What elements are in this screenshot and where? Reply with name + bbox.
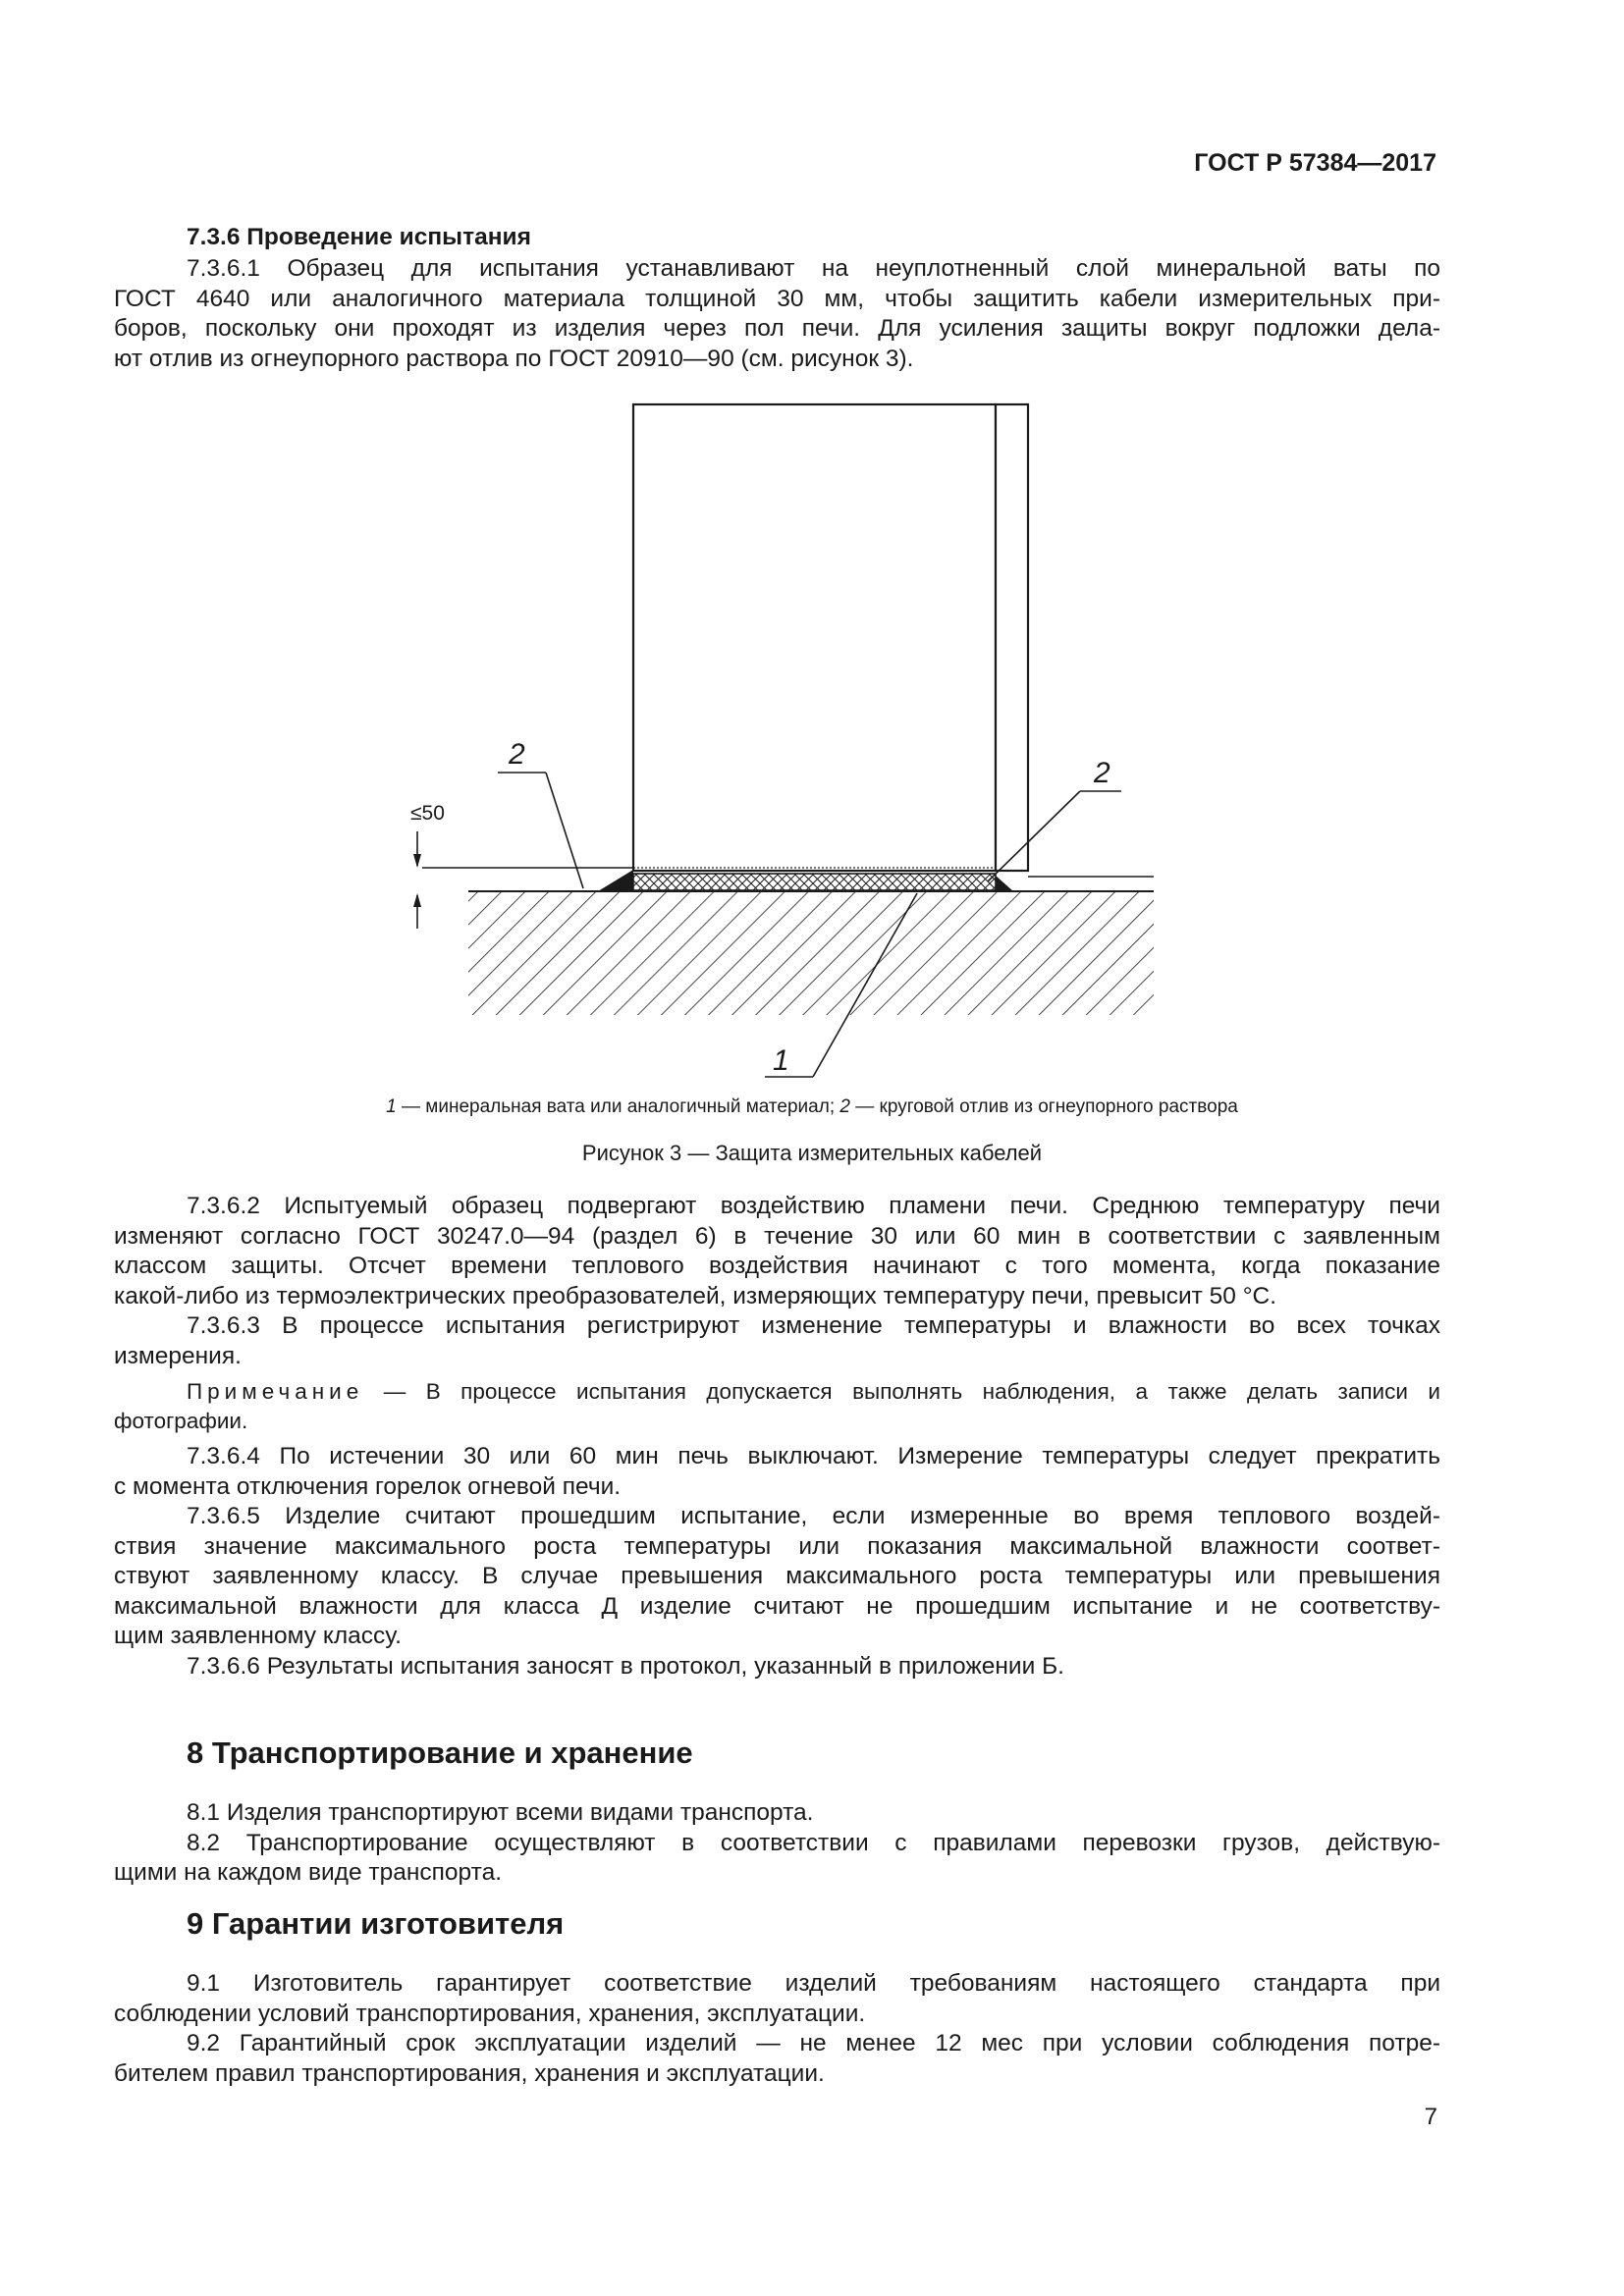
text-line: 7.3.6.6 Результаты испытания заносят в протокол, указанный в приложении Б. [187, 1652, 1064, 1680]
note-line [187, 1377, 1440, 1407]
arrowhead-up [413, 893, 421, 907]
note-line: фотографии. [114, 1409, 248, 1433]
refractory-fillet-left [598, 870, 633, 891]
text-line: 7.3.6.2 Испытуемый образец подвергают воздействию пламени печи. Среднюю температуру печи [187, 1193, 1440, 1219]
body-block-7-3-6 [114, 1192, 1440, 1682]
callout-leader-left [546, 773, 583, 888]
page-number: 7 [1424, 2104, 1437, 2130]
refractory-fillet-right [996, 876, 1013, 891]
callout-label-2-left: 2 [509, 738, 525, 771]
text-line: щим заявленному классу. [114, 1623, 402, 1649]
text-line: 7.3.6.4 По истечении 30 или 60 мин печь выключают. Измерение температуры следует прекратить [187, 1443, 1440, 1469]
specimen-edge-plate [996, 404, 1028, 871]
subsection-heading-7-3-6: 7.3.6 Проведение испытания [187, 224, 531, 250]
text-line: бителем правил транспортирования, хранения и эксплуатации. [114, 2059, 825, 2087]
text-line: классом защиты. Отсчет времени теплового воздействия начинают с того момента, когда показание [114, 1253, 1440, 1279]
mineral-wool-layer [633, 874, 996, 890]
text-line: 7.3.6.3 В процессе испытания регистрируют изменение температуры и влажности во всех точках [187, 1312, 1440, 1339]
text-line: ГОСТ 4640 или аналогичного материала толщиной 30 мм, чтобы защитить кабели измерительных при- [114, 285, 1440, 312]
text-line: 9.2 Гарантийный срок эксплуатации изделий — не менее 12 мес при условии соблюдения потре- [187, 2030, 1440, 2056]
text-line: ют отлив из огнеупорного раствора по ГОСТ 20910—90 (см. рисунок 3). [114, 345, 914, 372]
text-line: ствуют заявленному классу. В случае превышения максимального роста температуры или превышения [114, 1563, 1440, 1589]
dimension-label: ≤50 [410, 802, 445, 825]
text-line: боров, поскольку они проходят из изделия через пол печи. Для усиления защиты вокруг подложки дела- [114, 315, 1440, 342]
text-line: 7.3.6.5 Изделие считают прошедшим испытание, если измеренные во время теплового воздей- [187, 1503, 1440, 1529]
section-heading-9: 9 Гарантии изготовителя [187, 1906, 565, 1941]
section-9-body [114, 1969, 1440, 2089]
legend-2-number: 2 [839, 1096, 850, 1117]
arrowhead-down [413, 854, 421, 868]
legend-1-text: — минеральная вата или аналогичный материал; [396, 1096, 840, 1117]
legend-2-text: — круговой отлив из огнеупорного раствора [849, 1096, 1238, 1117]
note-label: Примечание [187, 1379, 364, 1404]
text-line: 7.3.6.1 Образец для испытания устанавливают на неуплотненный слой минеральной ваты по [187, 255, 1440, 282]
callout-label-1: 1 [773, 1044, 789, 1077]
text-line: с момента отключения горелок огневой печи. [114, 1472, 622, 1500]
text-line: 9.1 Изготовитель гарантирует соответствие изделий требованиям настоящего стандарта при [187, 1970, 1440, 1997]
figure-legend [0, 1096, 1624, 1118]
note-text: — В процессе испытания допускается выполнять наблюдения, а также делать записи и [363, 1379, 1440, 1404]
text-line: какой-либо из термоэлектрических преобразователей, измеряющих температуру печи, превысит 50 °С. [114, 1282, 1277, 1309]
text-line: соблюдении условий транспортирования, хранения, эксплуатации. [114, 2000, 866, 2027]
text-line: максимальной влажности для класса Д изделие считают не прошедшим испытание и не соответству- [114, 1592, 1440, 1620]
text-line: ствия значение максимального роста температуры или показания максимальной влажности соответ- [114, 1532, 1440, 1560]
document-id: ГОСТ Р 57384—2017 [1194, 149, 1436, 177]
test-specimen [633, 404, 996, 871]
text-line: щими на каждом виде транспорта. [114, 1859, 503, 1886]
paragraph-7-3-6-1 [114, 254, 1440, 374]
legend-1-number: 1 [386, 1096, 397, 1117]
text-line: 8.2 Транспортирование осуществляют в соответствии с правилами перевозки грузов, действую- [187, 1829, 1440, 1856]
section-heading-8: 8 Транспортирование и хранение [187, 1735, 693, 1770]
floor-hatching [468, 891, 1154, 1015]
callout-label-2-right: 2 [1094, 757, 1110, 789]
text-line: изменяют согласно ГОСТ 30247.0—94 (раздел 6) в течение 30 или 60 мин в соответствии с заявленным [114, 1222, 1440, 1250]
figure-3-diagram [393, 388, 1178, 1134]
text-line: измерения. [114, 1342, 242, 1369]
text-line: 8.1 Изделия транспортируют всеми видами транспорта. [187, 1799, 814, 1826]
section-8-body [114, 1798, 1440, 1889]
figure-caption: Рисунок 3 — Защита измерительных кабелей [581, 1141, 1043, 1165]
